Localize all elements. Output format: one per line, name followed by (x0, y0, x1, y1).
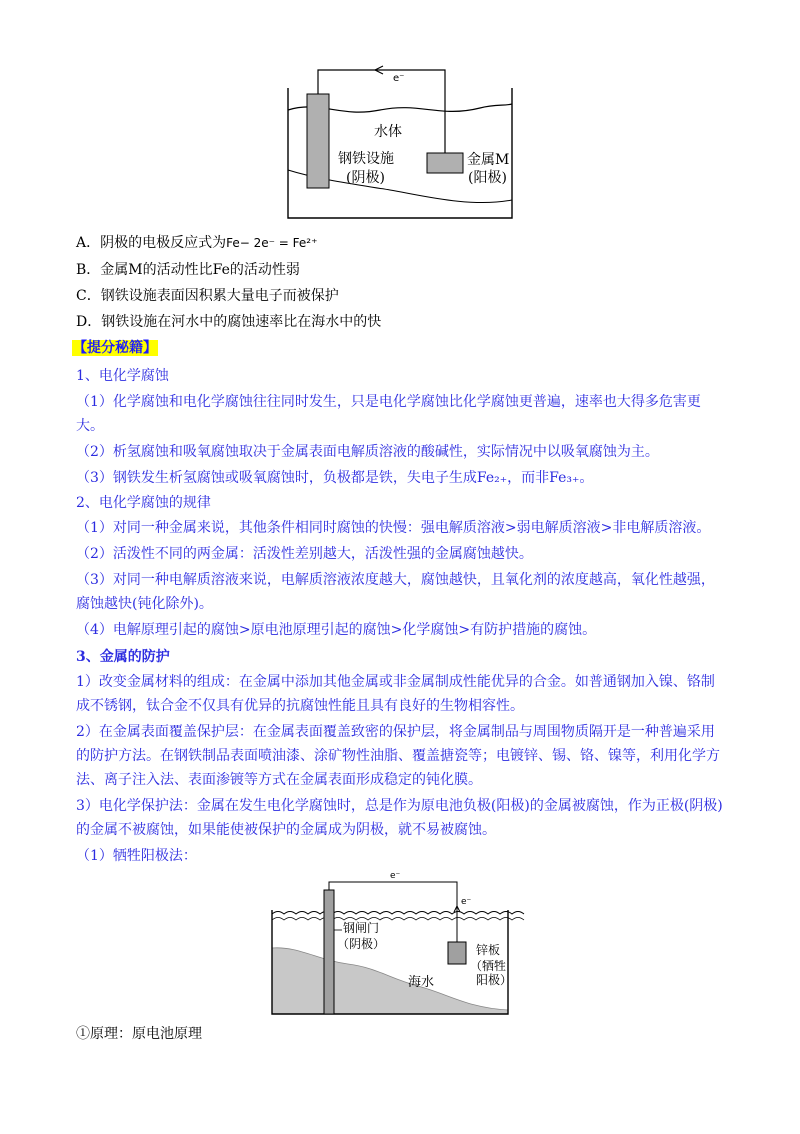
option-a (76, 233, 317, 253)
section3-p1-line1: 1）改变金属材料的组成：在金属中添加其他金属或非金属制成性能优异的合金。如普通钢加入镍、铬制 (76, 674, 715, 690)
zinc-role1-label: （牺牲 (470, 959, 507, 973)
zinc-role2-label: 阳极） (476, 973, 513, 987)
section2-title: 2、电化学腐蚀的规律 (76, 495, 211, 511)
steel-role-label: (阴极) (346, 170, 385, 186)
metal-name-label: 金属M (467, 152, 510, 168)
section3-title: 3、金属的防护 (76, 649, 170, 665)
section2-p3-line1: （3）对同一种电解质溶液来说，电解质溶液浓度越大，腐蚀越快，且氧化剂的浓度越高，氧化性越强， (76, 572, 715, 588)
section1-title: 1、电化学腐蚀 (76, 368, 169, 384)
electron-top-label: e⁻ (390, 871, 401, 881)
steel-facility (307, 94, 329, 188)
section3-p2-line1: 2）在金属表面覆盖保护层：在金属表面覆盖致密的保护层，将金属制品与周围物质隔开是一种普遍采用 (76, 724, 715, 740)
fe3-ion: Fe₃₊ (549, 470, 580, 486)
zinc-plate (448, 942, 466, 964)
option-c: C．钢铁设施表面因积累大量电子而被保护 (76, 288, 339, 304)
section1-p3-text2: ，而非 (507, 470, 550, 486)
sea-surface-waves-2 (272, 918, 524, 921)
option-a-formula: Fe− 2e⁻ = Fe²⁺ (226, 236, 318, 250)
external-wire (318, 70, 445, 153)
seabed (272, 948, 508, 1014)
metal-m-block (427, 153, 463, 173)
option-d: D．钢铁设施在河水中的腐蚀速率比在海水中的快 (76, 314, 382, 330)
section1-p3-end: 。 (579, 470, 594, 486)
section1-p1-line2: 大。 (76, 418, 104, 434)
tips-header (72, 338, 158, 358)
section2-p4: （4）电解原理引起的腐蚀>原电池原理引起的腐蚀>化学腐蚀>有防护措施的腐蚀。 (76, 622, 597, 638)
section3-p1-line2: 成不锈钢，钛合金不仅具有优异的抗腐蚀性能且具有良好的生物相容性。 (76, 698, 524, 714)
fe2-ion: Fe₂₊ (476, 470, 508, 486)
sea-label: 海水 (408, 975, 435, 990)
option-a-text: A．阴极的电极反应式为 (76, 235, 227, 251)
section3-p4: （1）牺牲阳极法： (76, 848, 197, 864)
sea-surface-waves (272, 912, 524, 915)
principle-line: ①原理：原电池原理 (76, 1026, 202, 1042)
gate-role-label: （阴极） (337, 937, 386, 951)
water-label: 水体 (374, 124, 402, 140)
section3-p2-line3: 法、离子注入法、表面渗镀等方式在金属表面形成稳定的钝化膜。 (76, 772, 482, 788)
section3-p2-line2: 的防护方法。在钢铁制品表面喷油漆、涂矿物性油脂、覆盖搪瓷等；电镀锌、锡、铬、镍等，利用化学方 (76, 748, 720, 764)
metal-role-label: (阳极) (468, 170, 507, 186)
section3-p3-line1: 3）电化学保护法：金属在发生电化学腐蚀时，总是作为原电池负极(阳极)的金属被腐蚀，作为正极(阴极) (76, 798, 723, 814)
zinc-name-label: 锌板 (476, 943, 501, 957)
section1-p3 (76, 468, 593, 488)
option-b: B．金属M的活动性比Fe的活动性弱 (76, 262, 300, 278)
tips-header-label: 【提分秘籍】 (73, 340, 157, 356)
section2-p1: （1）对同一种金属来说，其他条件相同时腐蚀的快慢：强电解质溶液>弱电解质溶液>非电解质溶液。 (76, 520, 711, 536)
steel-gate (324, 890, 334, 1014)
section1-p2: （2）析氢腐蚀和吸氧腐蚀取决于金属表面电解质溶液的酸碱性，实际情况中以吸氧腐蚀为主。 (76, 444, 659, 460)
steel-name-label: 钢铁设施 (338, 151, 394, 167)
section1-p1-line1: （1）化学腐蚀和电化学腐蚀往往同时发生，只是电化学腐蚀比化学腐蚀更普遍，速率也大得多危害更 (76, 394, 701, 410)
figure-corrosion-protection-diagram (280, 60, 520, 225)
electron-side-label: e⁻ (461, 897, 472, 907)
gate-name-label: 钢闸门 (343, 921, 380, 935)
figure-sacrificial-anode-diagram (268, 868, 528, 1016)
electron-label: e⁻ (393, 73, 405, 84)
section1-p3-text: （3）钢铁发生析氢腐蚀或吸氧腐蚀时，负极都是铁，失电子生成 (76, 470, 477, 486)
section2-p2: （2）活泼性不同的两金属：活泼性差别越大，活泼性强的金属腐蚀越快。 (76, 546, 533, 562)
section2-p3-line2: 腐蚀越快(钝化除外)。 (76, 596, 213, 612)
section3-p3-line2: 的金属不被腐蚀，如果能使被保护的金属成为阴极，就不易被腐蚀。 (76, 822, 496, 838)
